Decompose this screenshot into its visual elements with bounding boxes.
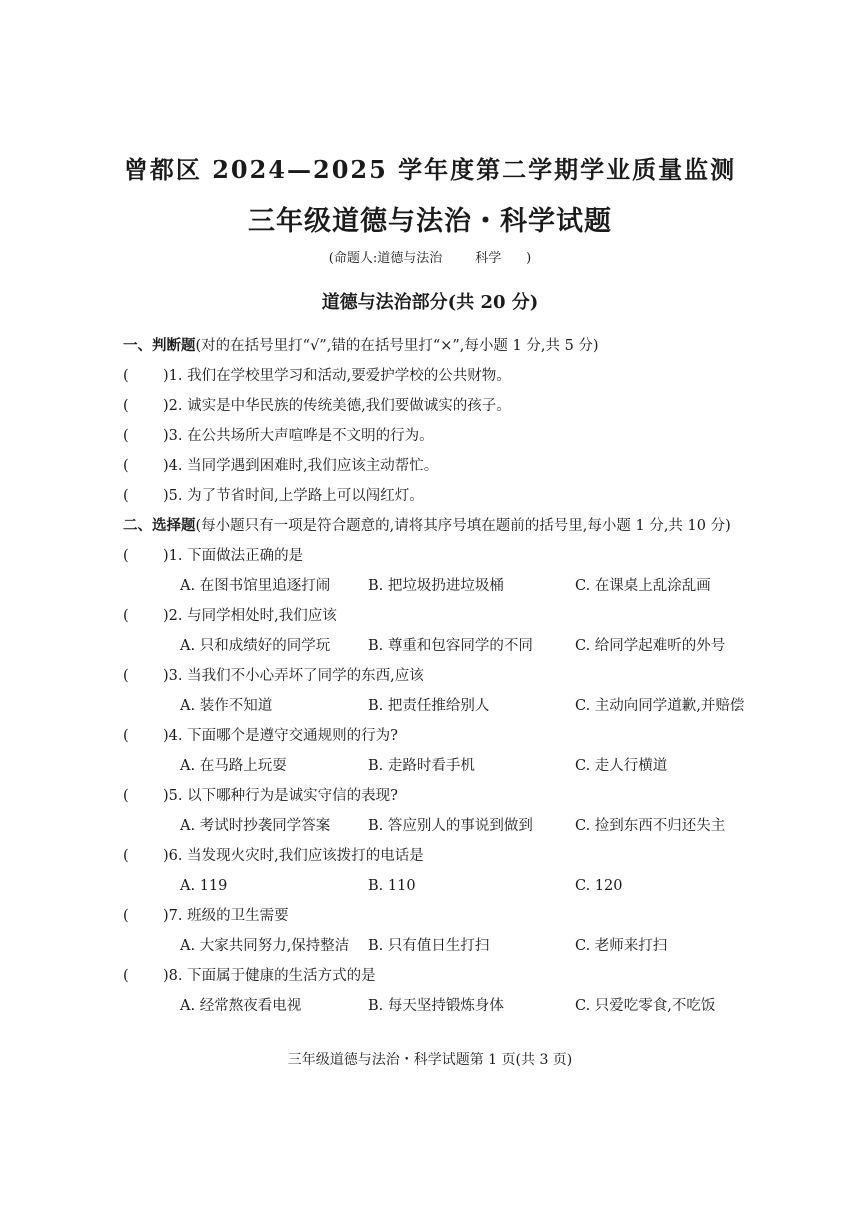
option-a: A. 在马路上玩耍 (180, 758, 287, 774)
choice-question-8 (123, 964, 763, 994)
judgment-item-2 (123, 394, 763, 424)
judgment-text: )3. 在公共场所大声喧哗是不文明的行为。 (163, 428, 434, 444)
judgment-text: )4. 当同学遇到困难时,我们应该主动帮忙。 (163, 458, 439, 474)
choice-heading (123, 514, 763, 544)
answer-bracket: ( (123, 368, 129, 384)
option-c: C. 主动向同学道歉,并赔偿 (575, 698, 745, 714)
exam-credit: (命题人:道德与法治 科学 ) (328, 251, 532, 266)
judgment-heading (123, 334, 763, 364)
answer-bracket: ( (123, 488, 129, 504)
judgment-item-1 (123, 364, 763, 394)
answer-bracket: ( (123, 848, 129, 864)
question-stem: )7. 班级的卫生需要 (163, 908, 289, 924)
judgment-text: )1. 我们在学校里学习和活动,要爱护学校的公共财物。 (163, 368, 511, 384)
option-c: C. 只爱吃零食,不吃饭 (575, 998, 716, 1014)
option-a: A. 考试时抄袭同学答案 (180, 818, 331, 834)
choice-question-7 (123, 904, 763, 934)
option-b: B. 只有值日生打扫 (368, 938, 490, 954)
option-c: C. 给同学起难听的外号 (575, 638, 726, 654)
option-a: A. 119 (180, 878, 228, 894)
answer-bracket: ( (123, 668, 129, 684)
question-stem: )5. 以下哪种行为是诚实守信的表现? (163, 788, 398, 804)
question-stem: )8. 下面属于健康的生活方式的是 (163, 968, 376, 984)
exam-title-sub: 三年级道德与法治・科学试题 (248, 206, 612, 237)
choice-question-2 (123, 604, 763, 634)
question-area (123, 334, 763, 1024)
choice-question-3 (123, 664, 763, 694)
option-b: B. 答应别人的事说到做到 (368, 818, 533, 834)
answer-bracket: ( (123, 548, 129, 564)
choice-options-6 (123, 874, 763, 904)
choice-options-3 (123, 694, 763, 724)
option-b: B. 走路时看手机 (368, 758, 475, 774)
exam-title-main: 曾都区 2024—2025 学年度第二学期学业质量监测 (123, 155, 737, 184)
choice-label: 二、选择题 (123, 517, 196, 534)
option-a: A. 装作不知道 (180, 698, 273, 714)
option-a: A. 在图书馆里追逐打闹 (180, 578, 331, 594)
option-a: A. 经常熬夜看电视 (180, 998, 302, 1014)
judgment-instruction: (对的在括号里打“√”,错的在括号里打“×”,每小题 1 分,共 5 分) (195, 338, 599, 354)
choice-options-5 (123, 814, 763, 844)
choice-question-4 (123, 724, 763, 754)
section-title: 道德与法治部分(共 20 分) (321, 292, 539, 313)
answer-bracket: ( (123, 608, 129, 624)
choice-options-8 (123, 994, 763, 1024)
question-stem: )3. 当我们不小心弄坏了同学的东西,应该 (163, 668, 424, 684)
choice-options-2 (123, 634, 763, 664)
choice-options-1 (123, 574, 763, 604)
question-stem: )1. 下面做法正确的是 (163, 548, 304, 564)
judgment-label: 一、判断题 (123, 337, 196, 354)
page-footer: 三年级道德与法治・科学试题第 1 页(共 3 页) (287, 1052, 573, 1068)
option-b: B. 110 (368, 878, 416, 894)
choice-question-5 (123, 784, 763, 814)
option-c: C. 老师来打扫 (575, 938, 668, 954)
option-c: C. 120 (575, 878, 623, 894)
question-stem: )6. 当发现火灾时,我们应该拨打的电话是 (163, 848, 424, 864)
option-c: C. 捡到东西不归还失主 (575, 818, 726, 834)
choice-options-4 (123, 754, 763, 784)
option-b: B. 每天坚持锻炼身体 (368, 998, 504, 1014)
answer-bracket: ( (123, 908, 129, 924)
judgment-item-4 (123, 454, 763, 484)
question-stem: )2. 与同学相处时,我们应该 (163, 608, 337, 624)
answer-bracket: ( (123, 968, 129, 984)
choice-question-1 (123, 544, 763, 574)
choice-instruction: (每小题只有一项是符合题意的,请将其序号填在题前的括号里,每小题 1 分,共 10 分) (195, 518, 731, 534)
answer-bracket: ( (123, 428, 129, 444)
question-stem: )4. 下面哪个是遵守交通规则的行为? (163, 728, 398, 744)
choice-options-7 (123, 934, 763, 964)
judgment-text: )2. 诚实是中华民族的传统美德,我们要做诚实的孩子。 (163, 398, 511, 414)
judgment-item-5 (123, 484, 763, 514)
option-b: B. 尊重和包容同学的不同 (368, 638, 533, 654)
option-b: B. 把责任推给别人 (368, 698, 490, 714)
answer-bracket: ( (123, 788, 129, 804)
answer-bracket: ( (123, 458, 129, 474)
choice-question-6 (123, 844, 763, 874)
judgment-item-3 (123, 424, 763, 454)
option-c: C. 在课桌上乱涂乱画 (575, 578, 711, 594)
option-b: B. 把垃圾扔进垃圾桶 (368, 578, 504, 594)
judgment-text: )5. 为了节省时间,上学路上可以闯红灯。 (163, 488, 424, 504)
option-a: A. 大家共同努力,保持整洁 (180, 938, 350, 954)
option-a: A. 只和成绩好的同学玩 (180, 638, 331, 654)
option-c: C. 走人行横道 (575, 758, 668, 774)
answer-bracket: ( (123, 728, 129, 744)
answer-bracket: ( (123, 398, 129, 414)
